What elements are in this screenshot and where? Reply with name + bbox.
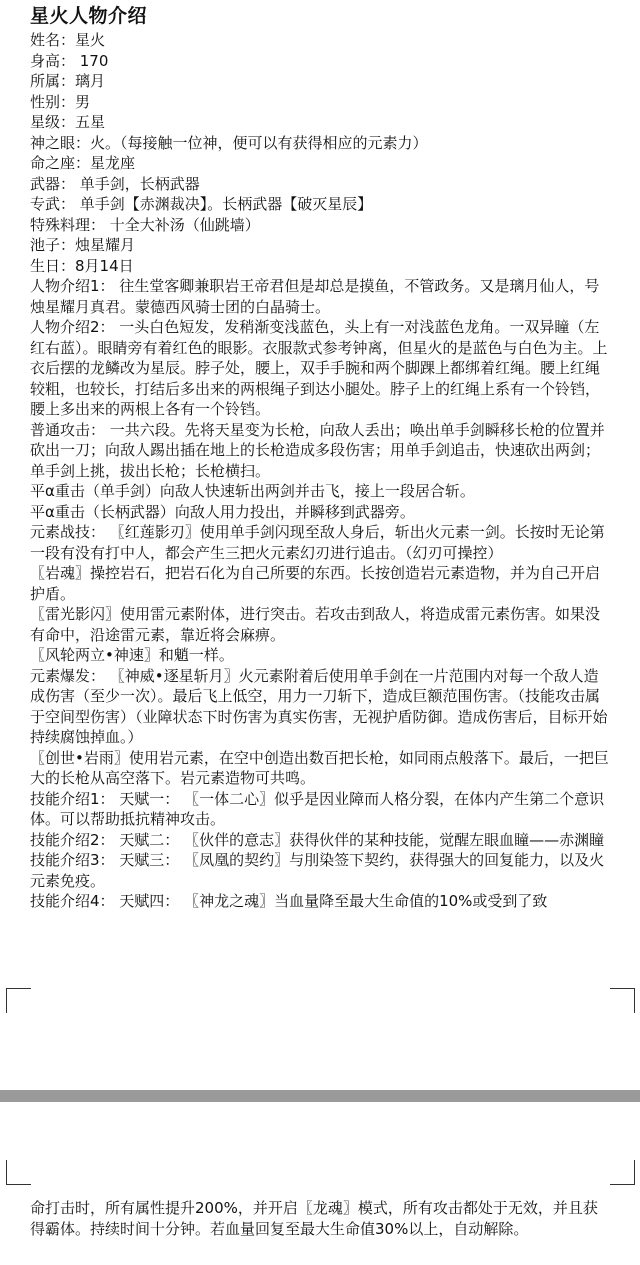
field-affiliation: 所属：璃月: [30, 72, 106, 90]
field-gender: 性别：男: [30, 92, 91, 111]
field-weapon: 武器： 单手剑，长柄武器: [30, 174, 200, 193]
paragraph-intro-1: 人物介绍1： 往生堂客卿兼职岩王帝君但是却总是摸鱼，不管政务。又是璃月仙人，号烛星耀月真君。蒙德西风骑士团的白晶骑士。: [30, 277, 600, 316]
paragraph-elemental-burst: 元素爆发： 〖神威•逐星斩月〗火元素附着后使用单手剑在一片范围内对每一个敌人造成伤害（至少一次）。最后飞上低空，用力一刀斩下，造成巨额范围伤害。（技能攻击属于空间型伤害）（业障状态下时伤害为真实伤害，无视护盾防御。造成伤害后，目标开始持续腐蚀掉血。）: [30, 666, 608, 746]
page-corner-mark-bottom-right: [610, 988, 635, 1013]
paragraph-geo-soul: 〖岩魂〗操控岩石，把岩石化为自己所要的东西。长按创造岩元素造物，并为自己开启护盾。: [30, 564, 601, 603]
paragraph-elemental-skill: 元素战技： 〖红莲影刃〗使用单手剑闪现至敌人身后，斩出火元素一剑。长按时无论第一段有没有打中人，都会产生三把火元素幻刃进行追击。（幻刃可操控）: [30, 523, 605, 562]
field-height: 身高： 170: [30, 51, 109, 70]
field-banner: 池子：烛星耀月: [30, 236, 136, 254]
paragraph-talent-2: 技能介绍2： 天赋二： 〖伙伴的意志〗获得伙伴的某种技能，觉醒左眼血瞳——赤渊瞳: [30, 830, 605, 849]
field-birthday: 生日：8月14日: [30, 256, 134, 275]
field-special-dish: 特殊料理： 十全大补汤（仙跳墙）: [30, 215, 260, 234]
page-corner-mark-top-left: [6, 1160, 31, 1185]
field-name: 姓名：星火: [30, 31, 106, 49]
paragraph-thunder-flash: 〖雷光影闪〗使用雷元素附体，进行突击。若攻击到敌人，将造成雷元素伤害。如果没有命中，沿途雷元素，靠近将会麻痹。: [30, 605, 601, 644]
page-corner-mark-bottom-left: [6, 988, 31, 1013]
paragraph-intro-2: 人物介绍2： 一头白色短发，发稍渐变浅蓝色，头上有一对浅蓝色龙角。一双异瞳（左红右蓝）。眼睛旁有着红色的眼影。衣服款式参考钟离，但星火的是蓝色与白色为主。上衣后摆的龙鳞改为星辰。脖子处，腰上，双手手腕和两个脚踝上都绑着红绳。腰上红绳较粗，也较长，打结后多出来的两根绳子到达小腿处。脖子上的红绳上系有一个铃铛，腰上多出来的两根上各有一个铃铛。: [30, 318, 608, 418]
continuation-text: [30, 1198, 610, 1239]
field-rarity: 星级：五星: [30, 113, 106, 131]
character-paragraphs: [30, 276, 610, 912]
paragraph-talent-3: 技能介绍3： 天赋三： 〖凤凰的契约〗与刖染签下契约，获得强大的回复能力，以及火元素免疫。: [30, 851, 605, 890]
field-constellation: 命之座：星龙座: [30, 154, 136, 172]
paragraph-talent-1: 技能介绍1： 天赋一： 〖一体二心〗似乎是因业障而人格分裂，在体内产生第二个意识体。可以帮助抵抗精神攻击。: [30, 789, 605, 828]
document-title: 星火人物介绍: [30, 5, 148, 27]
page-corner-mark-top-right: [610, 1160, 635, 1185]
paragraph-talent-4: 技能介绍4： 天赋四： 〖神龙之魂〗当血量降至最大生命值的10%或受到了致: [30, 892, 548, 910]
paragraph-wind-wheel: 〖风轮两立•神速〗和魈一样。: [30, 646, 234, 664]
character-fields: [30, 30, 610, 276]
paragraph-charged-sword: 平α重击（单手剑）向敌人快速斩出两剑并击飞，接上一段居合斩。: [30, 482, 475, 500]
field-vision: 神之眼：火。（每接触一位神，便可以有获得相应的元素力）: [30, 133, 428, 152]
paragraph-geo-rain: 〖创世•岩雨〗使用岩元素，在空中创造出数百把长枪，如同雨点般落下。最后，一把巨大的长枪从高空落下。岩元素造物可共鸣。: [30, 748, 609, 787]
paragraph-talent-4-continued: 命打击时，所有属性提升200%，并开启〖龙魂〗模式，所有攻击都处于无效，并且获得霸体。持续时间十分钟。若血量回复至最大生命值30%以上，自动解除。: [30, 1199, 598, 1238]
page-break-divider: [0, 1090, 640, 1102]
field-signature-weapon: 专武： 单手剑【赤渊裁决】。长柄武器【破灭星辰】: [30, 195, 373, 213]
paragraph-normal-attack: 普通攻击： 一共六段。先将天星变为长枪，向敌人丢出；唤出单手剑瞬移长枪的位置并砍出一刀；向敌人踢出插在地上的长枪造成多段伤害；用单手剑追击，快速砍出两剑；单手剑上挑，拔出长枪；长枪横扫。: [30, 420, 605, 480]
paragraph-charged-polearm: 平α重击（长柄武器）向敌人用力投出，并瞬移到武器旁。: [30, 502, 415, 521]
